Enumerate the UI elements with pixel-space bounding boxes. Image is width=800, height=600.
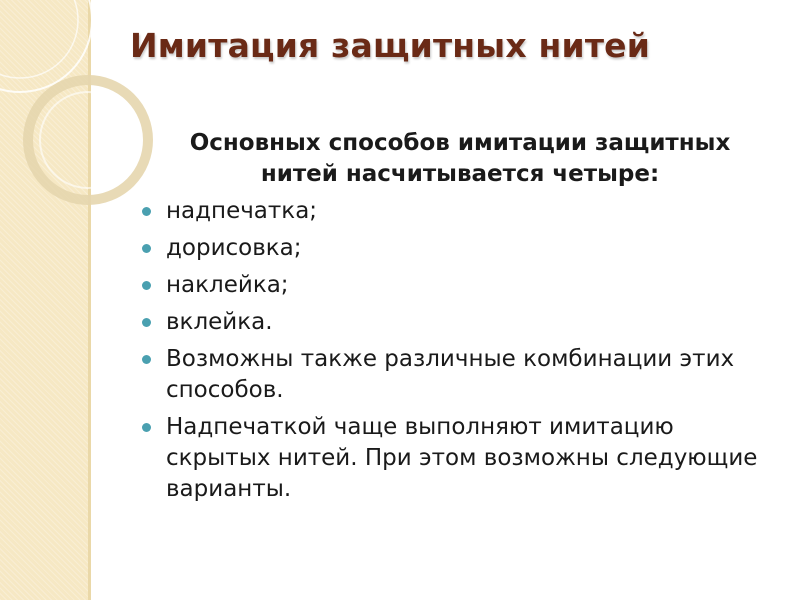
- bullet-item: [130, 307, 770, 338]
- intro-text: Основных способов имитации защитных нитей насчитывается четыре:: [189, 130, 731, 187]
- bullet-list: [130, 196, 770, 505]
- bullet-text: Надпечаткой чаще выполняют имитацию скрытых нитей. При этом возможны следующие варианты.: [166, 414, 758, 502]
- bullet-dot-icon: [142, 244, 151, 253]
- bullet-item: [130, 196, 770, 227]
- bullet-dot-icon: [142, 207, 151, 216]
- bullet-text: Возможны также различные комбинации этих способов.: [166, 346, 735, 403]
- bullet-dot-icon: [142, 281, 151, 290]
- bullet-item: [130, 270, 770, 301]
- slide-title: Имитация защитных нитей: [129, 26, 651, 65]
- bullet-text: наклейка;: [166, 272, 289, 298]
- bullet-text: вклейка.: [166, 309, 273, 335]
- bullet-text: надпечатка;: [166, 198, 318, 224]
- bullet-dot-icon: [142, 423, 151, 432]
- bullet-dot-icon: [142, 355, 151, 364]
- bullet-text: дорисовка;: [166, 235, 302, 261]
- slide-content: [130, 128, 770, 511]
- bullet-item: [130, 344, 770, 406]
- bullet-item: [130, 233, 770, 264]
- bullet-item: [130, 412, 770, 505]
- bullet-dot-icon: [142, 318, 151, 327]
